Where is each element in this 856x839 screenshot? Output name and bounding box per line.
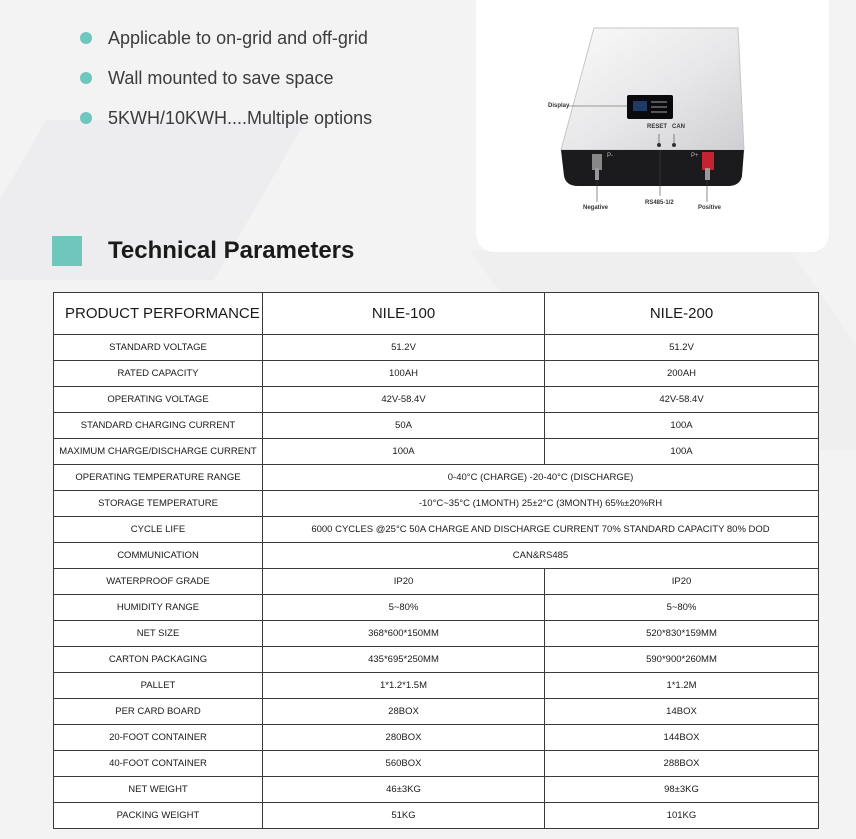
table-cell: OPERATING VOLTAGE [54,387,263,413]
negative-terminal [592,154,602,170]
feature-item [80,98,372,138]
table-row [54,439,819,465]
table-cell: 560BOX [263,751,545,777]
table-header-row [54,293,819,335]
table-cell: COMMUNICATION [54,543,263,569]
table-row [54,647,819,673]
table-cell: 14BOX [545,699,819,725]
rs485-label: RS485-1/2 [645,200,674,206]
port-plus-label: P+ [691,153,699,159]
table-cell: 101KG [545,803,819,829]
table-cell: 200AH [545,361,819,387]
table-cell: -10°C~35°C (1MONTH) 25±2°C (3MONTH) 65%±20%RH [263,491,819,517]
table-row [54,335,819,361]
negative-label: Negative [583,205,609,211]
table-cell: WATERPROOF GRADE [54,569,263,595]
table-cell: 590*900*260MM [545,647,819,673]
table-cell: NET SIZE [54,621,263,647]
table-row [54,595,819,621]
table-cell: 20-FOOT CONTAINER [54,725,263,751]
table-row [54,543,819,569]
table-cell: 100A [263,439,545,465]
bullet-dot-icon [80,72,92,84]
table-cell: 1*1.2M [545,673,819,699]
table-cell: 144BOX [545,725,819,751]
table-row [54,777,819,803]
table-cell: 42V-58.4V [545,387,819,413]
table-cell: 51.2V [545,335,819,361]
positive-terminal [702,152,714,170]
table-row [54,621,819,647]
bullet-dot-icon [80,112,92,124]
heading-marker-icon [52,236,82,266]
table-cell: 0-40°C (CHARGE) -20-40°C (DISCHARGE) [263,465,819,491]
table-cell: STANDARD CHARGING CURRENT [54,413,263,439]
table-cell: RATED CAPACITY [54,361,263,387]
column-header: PRODUCT PERFORMANCE [54,293,263,335]
table-cell: PACKING WEIGHT [54,803,263,829]
table-cell: PER CARD BOARD [54,699,263,725]
section-title: Technical Parameters [108,237,355,264]
feature-text: Wall mounted to save space [108,67,334,88]
table-cell: 51KG [263,803,545,829]
table-row [54,465,819,491]
table-row [54,803,819,829]
table-cell: 98±3KG [545,777,819,803]
table-row [54,413,819,439]
table-cell: 51.2V [263,335,545,361]
technical-parameters-table [53,292,819,829]
column-header: NILE-200 [545,293,819,335]
port-minus-label: P- [607,153,613,159]
table-cell: IP20 [545,569,819,595]
table-row [54,517,819,543]
table-cell: OPERATING TEMPERATURE RANGE [54,465,263,491]
table-cell: MAXIMUM CHARGE/DISCHARGE CURRENT [54,439,263,465]
table-row [54,673,819,699]
reset-label: RESET [647,124,668,130]
table-cell: CARTON PACKAGING [54,647,263,673]
bullet-dot-icon [80,32,92,44]
table-cell: CAN&RS485 [263,543,819,569]
table-cell: 5~80% [263,595,545,621]
table-cell: NET WEIGHT [54,777,263,803]
table-cell: PALLET [54,673,263,699]
feature-item [80,58,372,98]
table-cell: 50A [263,413,545,439]
table-row [54,387,819,413]
table-cell: 28BOX [263,699,545,725]
table-cell: 280BOX [263,725,545,751]
table-cell: 100AH [263,361,545,387]
table-cell: 6000 CYCLES @25°C 50A CHARGE AND DISCHARGE CURRENT 70% STANDARD CAPACITY 80% DOD [263,517,819,543]
table-cell: STANDARD VOLTAGE [54,335,263,361]
feature-item [80,18,372,58]
column-header: NILE-100 [263,293,545,335]
table-row [54,725,819,751]
can-label: CAN [672,124,685,130]
table-cell: HUMIDITY RANGE [54,595,263,621]
table-cell: 42V-58.4V [263,387,545,413]
table-cell: STORAGE TEMPERATURE [54,491,263,517]
table-row [54,361,819,387]
table-cell: 520*830*159MM [545,621,819,647]
table-cell: 288BOX [545,751,819,777]
product-image-card [476,0,829,252]
table-cell: IP20 [263,569,545,595]
feature-list [80,18,372,138]
table-cell: 435*695*250MM [263,647,545,673]
table-cell: 100A [545,413,819,439]
table-cell: 46±3KG [263,777,545,803]
table-cell: CYCLE LIFE [54,517,263,543]
table-row [54,491,819,517]
table-cell: 100A [545,439,819,465]
table-cell: 40-FOOT CONTAINER [54,751,263,777]
table-cell: 5~80% [545,595,819,621]
table-row [54,569,819,595]
feature-text: 5KWH/10KWH....Multiple options [108,107,373,128]
positive-label: Positive [698,205,722,211]
feature-text: Applicable to on-grid and off-grid [108,27,368,48]
table-row [54,699,819,725]
display-label: Display [548,103,570,109]
section-heading [52,236,354,266]
table-row [54,751,819,777]
table-cell: 1*1.2*1.5M [263,673,545,699]
table-cell: 368*600*150MM [263,621,545,647]
